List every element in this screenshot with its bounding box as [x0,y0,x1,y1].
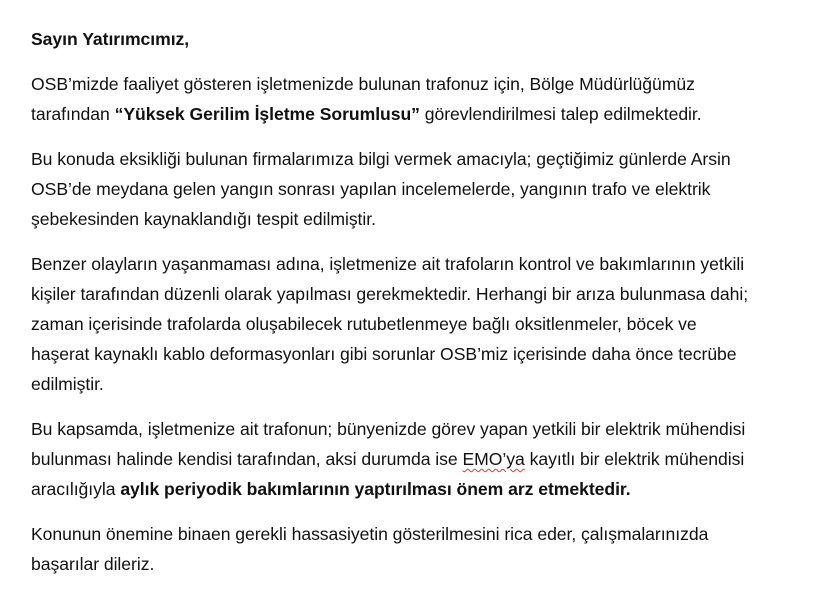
paragraph-3 [31,249,831,399]
paragraph-1 [31,69,831,129]
paragraph-4-line-3 [31,474,831,504]
greeting [31,24,831,54]
paragraph-3-line-3: zaman içerisinde trafolarda oluşabilecek rutubetlenmeye bağlı oksitlenmeler, böcek ve [31,314,697,334]
paragraph-4-line-3-pre: aracılığıyla [31,479,121,499]
paragraph-4-line-2 [31,444,831,474]
paragraph-1-line-2 [31,99,831,129]
paragraph-2-line-3: şebekesinden kaynaklandığı tespit edilmiştir. [31,209,376,229]
paragraph-2-line-2: OSB’de meydana gelen yangın sonrası yapılan incelemelerde, yangının trafo ve elektrik [31,179,711,199]
paragraph-3-line-5: edilmiştir. [31,374,104,394]
paragraph-4-line-1: Bu kapsamda, işletmenize ait trafonun; bünyenizde görev yapan yetkili bir elektrik mühendisi [31,419,746,439]
paragraph-3-line-4: haşerat kaynaklı kablo deformasyonları gibi sorunlar OSB’miz içerisinde daha önce tecrübe [31,344,737,364]
paragraph-2-line-1: Bu konuda eksikliği bulunan firmalarımıza bilgi vermek amacıyla; geçtiğimiz günlerde Arsin [31,149,731,169]
spellcheck-flagged-word[interactable]: EMO’ya [462,449,525,469]
role-title-bold: “Yüksek Gerilim İşletme Sorumlusu” [114,104,420,124]
paragraph-1-line-2-pre: tarafından [31,104,115,124]
maintenance-emphasis-bold: aylık periyodik bakımlarının yaptırılması önem arz etmektedir. [120,479,631,499]
paragraph-5-line-2: başarılar dileriz. [31,554,155,574]
paragraph-4-line-2-post: kayıtlı bir elektrik mühendisi [524,449,745,469]
paragraph-5-line-1: Konunun önemine binaen gerekli hassasiyetin gösterilmesini rica eder, çalışmalarınızda [31,524,709,544]
paragraph-1-line-2-post: görevlendirilmesi talep edilmektedir. [419,104,702,124]
greeting-text: Sayın Yatırımcımız, [31,29,190,49]
paragraph-3-line-2: kişiler tarafından düzenli olarak yapılması gerekmektedir. Herhangi bir arıza bulunmasa dahi; [31,284,749,304]
paragraph-5 [31,519,831,579]
paragraph-4-line-2-pre: bulunması halinde kendisi tarafından, aksi durumda ise [31,449,463,469]
paragraph-4 [31,414,831,504]
paragraph-2 [31,144,831,234]
paragraph-1-line-1: OSB’mizde faaliyet gösteren işletmenizde bulunan trafonuz için, Bölge Müdürlüğümüz [31,74,695,94]
document-body [31,24,831,594]
paragraph-3-line-1: Benzer olayların yaşanmaması adına, işletmenize ait trafoların kontrol ve bakımlarının yetkili [31,254,745,274]
